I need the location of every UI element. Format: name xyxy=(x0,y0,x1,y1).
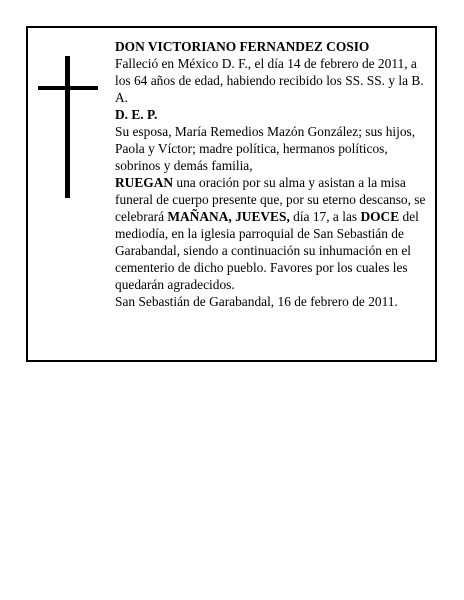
place-date: San Sebastián de Garabandal, 16 de febrero de 2011. xyxy=(115,294,398,309)
death-details: Falleció en México D. F., el día 14 de febrero de 2011, a los 64 años de edad, habiendo recibido los SS. SS. y la B. A. xyxy=(115,56,424,105)
deceased-name: DON VICTORIANO FERNANDEZ COSIO xyxy=(115,39,370,54)
request-text-1: una oración por su alma y asistan a la misa funeral de cuerpo presente que, por su eterno descanso, se celebrará xyxy=(115,175,426,224)
request-verb: RUEGAN xyxy=(115,175,174,190)
request-paragraph xyxy=(115,174,427,293)
notice-text xyxy=(115,38,427,310)
cross-vertical-bar xyxy=(65,56,70,198)
request-hour: DOCE xyxy=(360,209,400,224)
cross-horizontal-bar xyxy=(38,86,98,90)
cross-icon xyxy=(38,56,98,198)
obituary-notice xyxy=(26,26,437,362)
request-day: MAÑANA, JUEVES, xyxy=(167,209,290,224)
family-line: Su esposa, María Remedios Mazón González; sus hijos, Paola y Víctor; madre política, hermanos políticos, sobrinos y demás familia, xyxy=(115,124,416,173)
rip-line: D. E. P. xyxy=(115,107,158,122)
request-text-2: día 17, a las xyxy=(289,209,361,224)
request-text-3: del mediodía, en la iglesia parroquial de San Sebastián de Garabandal, siendo a continuación su inhumación en el cementerio de dicho pueblo. Favores por los cuales les quedarán agradecidos. xyxy=(115,209,419,292)
